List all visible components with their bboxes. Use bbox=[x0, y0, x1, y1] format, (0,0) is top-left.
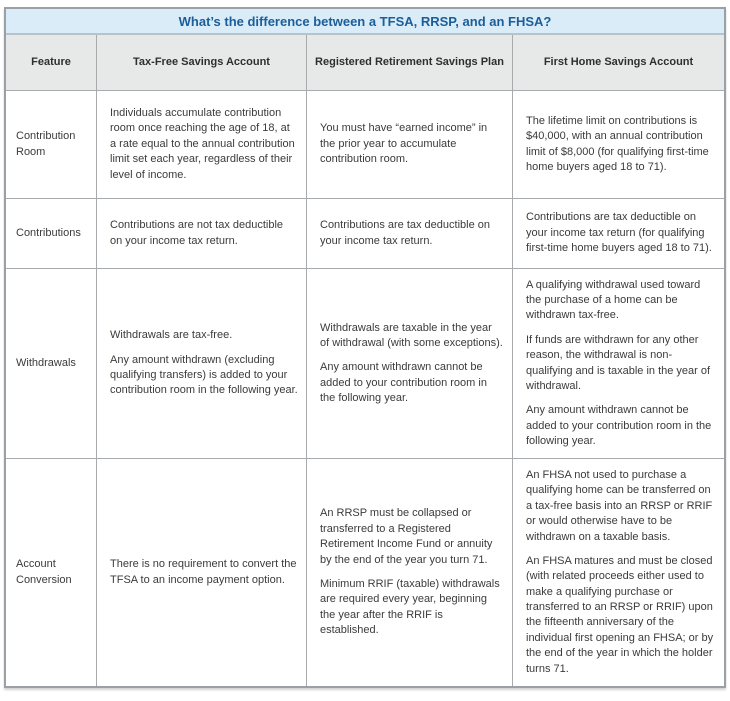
cell-paragraph: The lifetime limit on contributions is $40,000, with an annual contribution limit of $8,000 (for qualifying first-time home buyers aged 18 to 71). bbox=[526, 114, 709, 173]
rrsp-cell bbox=[307, 91, 513, 198]
fhsa-cell bbox=[513, 269, 724, 458]
feature-label: Withdrawals bbox=[16, 356, 76, 369]
feature-cell bbox=[6, 91, 97, 198]
table-row-contributions bbox=[6, 198, 724, 268]
header-rrsp: Registered Retirement Savings Plan bbox=[307, 35, 513, 90]
table-row-withdrawals bbox=[6, 268, 724, 458]
feature-label: Contribution Room bbox=[16, 130, 76, 158]
tfsa-cell bbox=[97, 91, 307, 198]
table-row-account-conversion bbox=[6, 458, 724, 686]
header-row bbox=[6, 35, 724, 90]
cell-paragraph: Individuals accumulate contribution room once reaching the age of 18, at a rate equal to the annual contribution limit set each year, regardless of their level of income. bbox=[110, 107, 295, 181]
fhsa-cell bbox=[513, 199, 724, 268]
fhsa-cell bbox=[513, 459, 724, 686]
header-fhsa: First Home Savings Account bbox=[543, 56, 694, 69]
tfsa-cell bbox=[97, 459, 307, 686]
cell-paragraph: Any amount withdrawn (excluding qualifying transfers) is added to your contribution room in the following year. bbox=[110, 353, 298, 397]
cell-paragraph: If funds are withdrawn for any other reason, the withdrawal is non-qualifying and is taxable in the year of withdrawal. bbox=[526, 333, 711, 392]
fhsa-cell bbox=[513, 91, 724, 198]
cell-paragraph: You must have “earned income” in the prior year to accumulate contribution room. bbox=[320, 122, 488, 166]
cell-paragraph: An RRSP must be collapsed or transferred to a Registered Retirement Income Fund or annuity by the end of the year you turn 71. bbox=[320, 507, 493, 566]
tfsa-cell bbox=[97, 199, 307, 268]
feature-label: Account Conversion bbox=[16, 558, 72, 586]
feature-label: Contributions bbox=[16, 226, 81, 239]
feature-cell bbox=[6, 269, 97, 458]
cell-paragraph: A qualifying withdrawal used toward the purchase of a home can be withdrawn tax-free. bbox=[526, 278, 701, 322]
cell-paragraph: Contributions are not tax deductible on your income tax return. bbox=[110, 219, 284, 247]
rrsp-cell bbox=[307, 199, 513, 268]
rrsp-cell bbox=[307, 269, 513, 458]
cell-paragraph: Any amount withdrawn cannot be added to your contribution room in the following year. bbox=[526, 404, 712, 448]
header-feature: Feature bbox=[6, 35, 97, 90]
feature-cell bbox=[6, 199, 97, 268]
header-tfsa: Tax-Free Savings Account bbox=[97, 35, 307, 90]
cell-paragraph: Minimum RRIF (taxable) withdrawals are required every year, beginning the year after the RRIF is established. bbox=[320, 578, 500, 637]
cell-paragraph: Withdrawals are taxable in the year of withdrawal (with some exceptions). bbox=[320, 321, 503, 349]
cell-paragraph: Any amount withdrawn cannot be added to your contribution room in the following year. bbox=[320, 361, 487, 405]
cell-paragraph: An FHSA matures and must be closed (with related proceeds either used to make a qualifying purchase or transferred to an RRSP or RRIF) upon the fifteenth anniversary of the individual first opening an FHSA; or by the end of the year in which the holder turns 71. bbox=[526, 554, 714, 675]
cell-paragraph: Withdrawals are tax-free. bbox=[110, 329, 233, 342]
feature-cell bbox=[6, 459, 97, 686]
rrsp-cell bbox=[307, 459, 513, 686]
table-title: What’s the difference between a TFSA, RRSP, and an FHSA? bbox=[6, 9, 724, 35]
cell-paragraph: Contributions are tax deductible on your income tax return. bbox=[320, 219, 490, 247]
comparison-table bbox=[4, 7, 726, 688]
cell-paragraph: An FHSA not used to purchase a qualifying home can be transferred on a tax-free basis into an RRSP or RRIF or would otherwise have to be withdrawn on a taxable basis. bbox=[526, 468, 713, 543]
cell-paragraph: There is no requirement to convert the TFSA to an income payment option. bbox=[110, 558, 297, 586]
cell-paragraph: Contributions are tax deductible on your income tax return (for qualifying first-time home buyers aged 18 to 71). bbox=[526, 211, 712, 255]
tfsa-cell bbox=[97, 269, 307, 458]
table-row-contribution-room bbox=[6, 90, 724, 198]
